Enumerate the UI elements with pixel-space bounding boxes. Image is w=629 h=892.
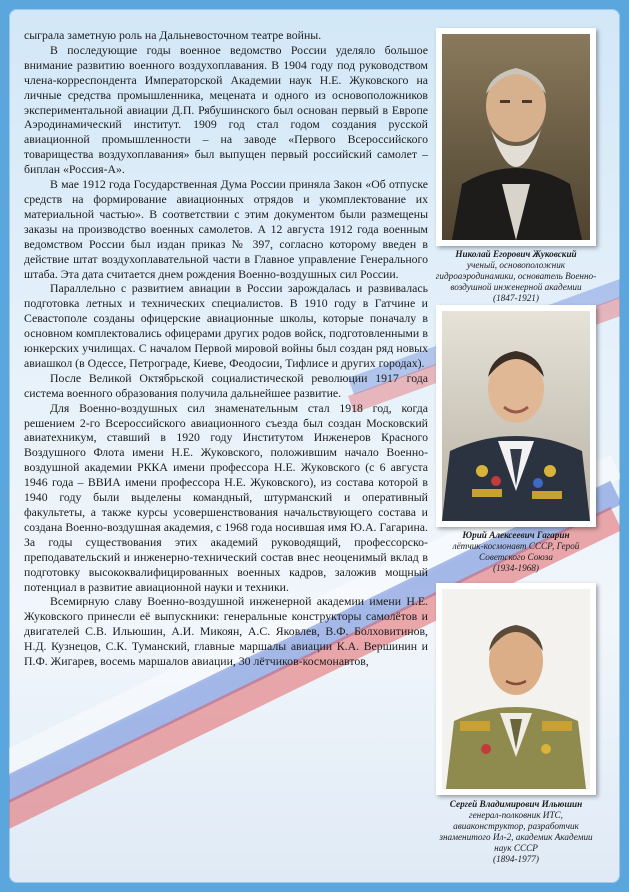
article-text xyxy=(24,28,428,669)
portrait-zhukovsky xyxy=(436,28,596,246)
portrait-description: генерал-полковник ИТС, авиаконструктор, разработчик знаменитого Ил-2, академик Академии наук СССР xyxy=(439,810,593,853)
portrait-caption-gagarin xyxy=(432,530,600,574)
portrait-ilyushin-image xyxy=(442,589,590,789)
portrait-zhukovsky-image xyxy=(442,34,590,240)
portrait-description: лётчик-космонавт СССР, Герой Советского Союза xyxy=(452,541,580,562)
portrait-ilyushin xyxy=(436,583,596,795)
paragraph: После Великой Октябрьской социалистической революции 1917 года система военного образования получила дальнейшее развитие. xyxy=(24,370,428,400)
paragraph: В последующие годы военное ведомство России уделяло большое внимание развитию военного воздухоплавания. В 1904 году под руководством члена-корреспондента Императорской Академии наук Н.Е. Жуковского на личные средства промышленника, мецената и одного из основоположников экспериментальной авиации Д.П. Рябушинского был основан первый в Европе Аэродинамический институт. 1909 год стал годом создания русской авиационной промышленности – на заводе «Первого Всероссийского товарищества воздухоплавания» был выпущен первый российский самолет – биплан «Россия-А». xyxy=(24,42,428,177)
portrait-caption-zhukovsky xyxy=(432,249,600,304)
paragraph: Для Военно-воздушных сил знаменательным стал 1918 год, когда решением 2-го Всероссийского авиационного съезда был создан Московский авиатехникум, ставший в 1920 году Институтом Инженеров Красного Воздушного Флота имени Н.Е. Жуковского, положившим начало Военно-воздушной академии РККА имени профессора Н.Е. Жуковского (с 6 августа 1946 года – ВВИА имени профессора Н.Е. Жуковского), из состава которой в 1940 году были выделены командный, штурманский и оперативный факультеты, а также курсы усовершенствования начальствующего состава и создана Военно-воздушная академия, с 1968 года носившая имя Ю.А. Гагарина. За годы существования этих академий руководящий, профессорско-преподавательский и инженерно-технический состав внес неоценимый вклад в подготовку высококвалифицированных военных кадров, заложив мощный потенциал в развитие авиационной науки и техники. xyxy=(24,400,428,594)
paragraph: В мае 1912 года Государственная Дума России приняла Закон «Об отпуске средств на формирование авиационных отрядов и укомплектование их материальной частью». В соответствии с этим документом были размещены заказы на производство военных самолетов. А 12 августа 1912 года военным ведомством России был издан приказ № 397, согласно которому введен в действие штат воздухоплавательной части в Главное управление Генерального штаба. Эта дата считается днем рождения Военно-воздушных сил России. xyxy=(24,177,428,281)
portrait-years: (1934-1968) xyxy=(493,563,539,573)
paragraph: Параллельно с развитием авиации в России зарождалась и развивалась подготовка летных и технических специалистов. В 1910 году в Гатчине и Севастополе созданы офицерские авиационные школы, которые поначалу в основном комплектовались офицерами других родов войск, подготовленными в юнкерских училищах. С началом Первой мировой войны был создан ряд новых авиашкол (в Одессе, Петрограде, Киеве, Феодосии, Тифлисе и других городах). xyxy=(24,281,428,370)
portrait-years: (1847-1921) xyxy=(493,293,539,303)
portrait-name: Сергей Владимирович Ильюшин xyxy=(449,799,583,809)
paragraph: сыграла заметную роль на Дальневосточном театре войны. xyxy=(24,28,322,42)
portrait-name: Николай Егорович Жуковский xyxy=(455,249,577,259)
portrait-years: (1894-1977) xyxy=(493,854,539,864)
portrait-gagarin xyxy=(436,305,596,527)
paragraph: Всемирную славу Военно-воздушной инженерной академии имени Н.Е. Жуковского принесли её выпускники: генеральные конструкторы самолётов и двигателей С.В. Ильюшин, А.И. Микоян, А.С. Яковлев, В.Ф. Болховитинов, Н.Д. Кузнецов, С.К. Туманский, главные маршалы авиации К.А. Вершинин и П.Ф. Жигарев, восемь маршалов авиации, 30 лётчиков-космонавтов, xyxy=(24,594,428,669)
portrait-description: ученый, основоположник гидроаэродинамики, основатель Военно-воздушной инженерной академии xyxy=(435,260,597,292)
portrait-gagarin-image xyxy=(442,311,590,521)
portrait-name: Юрий Алексеевич Гагарин xyxy=(462,530,570,540)
portrait-caption-ilyushin xyxy=(432,799,600,865)
